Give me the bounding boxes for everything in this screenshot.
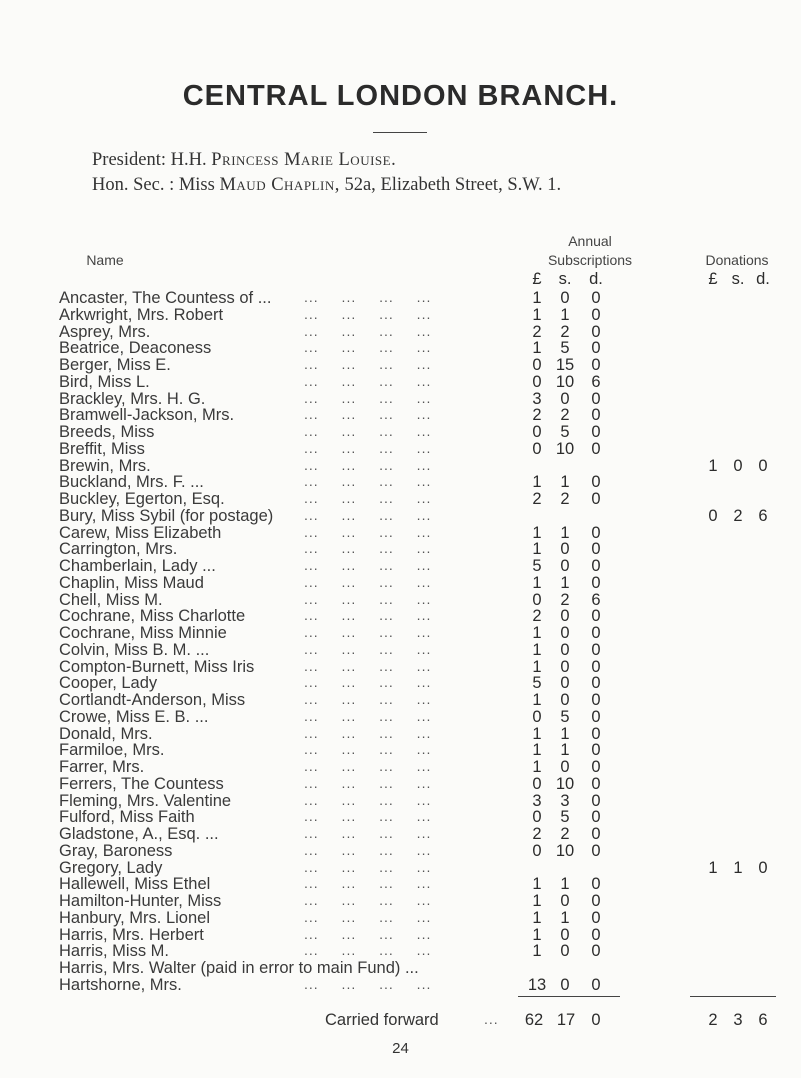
subs-total-rule	[518, 996, 620, 997]
sub-pounds: 1	[532, 691, 542, 709]
row-leader-dots: ... ... ... ...	[304, 423, 432, 439]
sub-pounds: 2	[532, 406, 542, 425]
sub-pence: 0	[591, 774, 601, 793]
row-name: Breffit, Miss	[59, 439, 145, 458]
row-name: Hanbury, Mrs. Lionel	[59, 908, 211, 927]
page-title: CENTRAL LONDON BRANCH.	[182, 80, 619, 112]
row-name: Hallewell, Miss Ethel	[59, 875, 211, 894]
row-leader-dots: ... ... ... ...	[304, 674, 432, 691]
row-leader-dots: ... ... ... ...	[304, 607, 432, 624]
don-shilling-unit: s.	[731, 270, 745, 288]
row-name: Harris, Mrs. Walter (paid in error to main Fund) ...	[59, 959, 419, 977]
row-leader-dots: ... ... ... ...	[304, 691, 432, 707]
sub-pounds: 1	[532, 339, 542, 358]
row-name: Gladstone, A., Esq. ...	[59, 825, 219, 843]
sub-pence: 0	[591, 423, 601, 441]
sub-pence: 0	[591, 707, 601, 726]
sub-shillings: 1	[560, 473, 570, 492]
row-leader-dots: ... ... ... ...	[304, 523, 432, 540]
sub-shillings: 0	[560, 942, 570, 961]
sub-pence: 0	[591, 624, 601, 642]
secretary-address: Elizabeth Street, S.W. 1.	[380, 175, 562, 195]
row-name: Breeds, Miss	[59, 423, 155, 441]
sub-shillings: 2	[560, 825, 570, 843]
sub-shillings: 5	[560, 707, 570, 726]
row-leader-dots: ... ... ... ...	[304, 356, 432, 372]
president-label: President:	[92, 150, 166, 170]
carried-don-pence: 6	[758, 1011, 768, 1029]
sub-pence: 0	[591, 607, 601, 626]
sub-pence: 0	[591, 439, 601, 458]
sub-shillings: 0	[560, 975, 570, 994]
row-name: Cooper, Lady	[59, 674, 158, 693]
sub-pence: 0	[591, 557, 601, 575]
row-leader-dots: ... ... ... ...	[304, 624, 432, 640]
don-pence: 0	[758, 456, 768, 475]
sub-shillings: 5	[560, 339, 570, 358]
row-leader-dots: ... ... ... ...	[304, 942, 432, 959]
sub-pence: 0	[591, 892, 601, 910]
row-leader-dots: ... ... ... ...	[304, 339, 432, 356]
sub-pounds: 1	[532, 624, 542, 642]
row-name: Beatrice, Deaconess	[59, 339, 212, 358]
sub-shillings: 1	[560, 741, 570, 760]
row-leader-dots: ... ... ... ...	[304, 657, 432, 674]
sub-shillings: 0	[560, 674, 570, 693]
sub-pence: 0	[591, 791, 601, 810]
sub-shillings: 2	[560, 406, 570, 425]
sub-shillings: 10	[555, 841, 575, 860]
row-leader-dots: ... ... ... ...	[304, 707, 432, 724]
president-name: Princess Marie Louise.	[211, 150, 397, 170]
row-leader-dots: ... ... ... ...	[304, 925, 432, 942]
subs-shilling-unit: s.	[558, 270, 572, 288]
sub-pounds: 5	[532, 674, 542, 693]
row-name: Chaplin, Miss Maud	[59, 573, 204, 592]
row-leader-dots: ... ... ... ...	[304, 791, 432, 808]
sub-pence: 0	[591, 825, 601, 843]
header-subs-line1: Annual	[568, 233, 612, 249]
sub-pence: 0	[591, 389, 601, 408]
row-name: Ancaster, The Countess of ...	[59, 289, 272, 307]
row-name: Crowe, Miss E. B. ...	[59, 707, 209, 726]
sub-pounds: 1	[532, 540, 542, 559]
sub-shillings: 0	[560, 557, 570, 575]
row-leader-dots: ... ... ... ...	[304, 289, 432, 305]
row-name: Bird, Miss L.	[59, 372, 150, 391]
sub-pence: 0	[591, 289, 601, 307]
row-name: Berger, Miss E.	[59, 356, 171, 374]
row-name: Donald, Mrs.	[59, 724, 153, 743]
row-name: Ferrers, The Countess	[59, 774, 224, 793]
row-leader-dots: ... ... ... ...	[304, 456, 432, 473]
subs-pence-unit: d.	[589, 270, 603, 288]
header-subs-line2: Subscriptions	[547, 252, 633, 268]
sub-pence: 0	[591, 305, 601, 324]
row-name: Cortlandt-Anderson, Miss	[59, 691, 246, 709]
row-name: Carew, Miss Elizabeth	[59, 523, 222, 542]
sub-pence: 0	[591, 356, 601, 374]
president-line	[92, 150, 396, 171]
sub-shillings: 1	[560, 573, 570, 592]
row-leader-dots: ... ... ... ...	[304, 875, 432, 892]
sub-pence: 0	[591, 473, 601, 492]
sub-shillings: 3	[560, 791, 570, 810]
sub-pounds: 2	[532, 825, 542, 843]
secretary-address-num: 52a,	[344, 175, 376, 195]
carried-sub-shillings: 17	[556, 1011, 576, 1029]
sub-shillings: 0	[560, 892, 570, 910]
row-name: Farmiloe, Mrs.	[59, 741, 165, 760]
row-leader-dots: ... ... ... ...	[304, 774, 432, 791]
carried-forward-label: Carried forward	[325, 1011, 439, 1029]
don-pounds: 1	[708, 858, 718, 877]
carried-don-shillings: 3	[733, 1011, 743, 1029]
row-leader-dots: ... ... ... ...	[304, 473, 432, 490]
secretary-name: Maud Chaplin,	[219, 175, 340, 195]
sub-shillings: 0	[560, 925, 570, 944]
row-name: Bury, Miss Sybil (for postage)	[59, 506, 274, 525]
sub-shillings: 0	[560, 624, 570, 642]
don-pounds: 1	[708, 456, 718, 475]
sub-shillings: 0	[560, 540, 570, 559]
row-name: Farrer, Mrs.	[59, 758, 145, 776]
don-shillings: 0	[733, 456, 743, 475]
carried-sub-pounds: 62	[524, 1011, 544, 1029]
row-leader-dots: ... ... ... ...	[304, 975, 432, 992]
sub-pounds: 1	[532, 925, 542, 944]
don-shillings: 1	[733, 858, 743, 877]
header-name: Name	[86, 252, 124, 268]
sub-pence: 0	[591, 942, 601, 961]
sub-pence: 0	[591, 339, 601, 358]
row-leader-dots: ... ... ... ...	[304, 758, 432, 774]
secretary-line	[92, 175, 561, 196]
sub-shillings: 1	[560, 724, 570, 743]
don-pence: 0	[758, 858, 768, 877]
sub-pounds: 1	[532, 758, 542, 776]
sub-shillings: 2	[560, 322, 570, 341]
sub-pounds: 1	[532, 892, 542, 910]
sub-pounds: 2	[532, 490, 542, 508]
sub-pounds: 0	[532, 590, 542, 609]
sub-pounds: 0	[532, 423, 542, 441]
sub-pounds: 1	[532, 573, 542, 592]
don-shillings: 2	[733, 506, 743, 525]
row-name: Hamilton-Hunter, Miss	[59, 892, 222, 910]
sub-pounds: 1	[532, 657, 542, 676]
sub-shillings: 10	[555, 774, 575, 793]
sub-pence: 0	[591, 841, 601, 860]
row-name: Cochrane, Miss Charlotte	[59, 607, 246, 626]
row-name: Buckland, Mrs. F. ...	[59, 473, 204, 492]
row-name: Harris, Miss M.	[59, 942, 169, 961]
sub-pounds: 0	[532, 356, 542, 374]
sub-pence: 0	[591, 758, 601, 776]
row-name: Gregory, Lady	[59, 858, 163, 877]
row-leader-dots: ... ... ... ...	[304, 825, 432, 841]
sub-shillings: 5	[560, 423, 570, 441]
row-leader-dots: ... ... ... ...	[304, 557, 432, 573]
don-pence-unit: d.	[756, 270, 770, 288]
sub-shillings: 0	[560, 640, 570, 659]
row-name: Chell, Miss M.	[59, 590, 163, 609]
row-name: Brackley, Mrs. H. G.	[59, 389, 206, 408]
row-name: Buckley, Egerton, Esq.	[59, 490, 225, 508]
sub-shillings: 0	[560, 758, 570, 776]
sub-pounds: 0	[532, 808, 542, 827]
sub-shillings: 1	[560, 875, 570, 894]
sub-pounds: 5	[532, 557, 542, 575]
row-leader-dots: ... ... ... ...	[304, 908, 432, 925]
row-name: Colvin, Miss B. M. ...	[59, 640, 210, 659]
row-name: Gray, Baroness	[59, 841, 173, 860]
row-leader-dots: ... ... ... ...	[304, 841, 432, 858]
sub-pounds: 2	[532, 607, 542, 626]
row-leader-dots: ... ... ... ...	[304, 808, 432, 825]
row-leader-dots: ... ... ... ...	[304, 741, 432, 758]
sub-pounds: 1	[532, 875, 542, 894]
don-pound-unit: £	[708, 270, 718, 288]
sub-pounds: 0	[532, 439, 542, 458]
sub-shillings: 1	[560, 908, 570, 927]
sub-shillings: 1	[560, 305, 570, 324]
sub-shillings: 10	[555, 372, 575, 391]
row-leader-dots: ... ... ... ...	[304, 590, 432, 607]
sub-shillings: 5	[560, 808, 570, 827]
sub-pounds: 0	[532, 372, 542, 391]
sub-pounds: 1	[532, 523, 542, 542]
carried-don-pounds: 2	[708, 1011, 718, 1029]
sub-pence: 6	[591, 590, 601, 609]
sub-pence: 6	[591, 372, 601, 391]
table-row	[0, 976, 801, 997]
row-name: Arkwright, Mrs. Robert	[59, 305, 224, 324]
don-pounds: 0	[708, 506, 718, 525]
row-leader-dots: ... ... ... ...	[304, 506, 432, 523]
sub-pence: 0	[591, 640, 601, 659]
sub-pence: 0	[591, 406, 601, 425]
row-leader-dots: ... ... ... ...	[304, 439, 432, 456]
sub-pence: 0	[591, 691, 601, 709]
sub-shillings: 0	[560, 389, 570, 408]
sub-pounds: 1	[532, 473, 542, 492]
sub-pence: 0	[591, 908, 601, 927]
sub-shillings: 0	[560, 657, 570, 676]
row-name: Cochrane, Miss Minnie	[59, 624, 227, 642]
row-name: Bramwell-Jackson, Mrs.	[59, 406, 235, 425]
sub-pence: 0	[591, 925, 601, 944]
sub-pounds: 1	[532, 908, 542, 927]
row-leader-dots: ... ... ... ...	[304, 406, 432, 423]
sub-shillings: 10	[555, 439, 575, 458]
sub-shillings: 1	[560, 523, 570, 542]
row-name: Fleming, Mrs. Valentine	[59, 791, 232, 810]
row-leader-dots: ... ... ... ...	[304, 640, 432, 657]
sub-pence: 0	[591, 875, 601, 894]
sub-pence: 0	[591, 657, 601, 676]
sub-pence: 0	[591, 490, 601, 508]
sub-pounds: 1	[532, 942, 542, 961]
don-pence: 6	[758, 506, 768, 525]
sub-shillings: 0	[560, 289, 570, 307]
row-name: Compton-Burnett, Miss Iris	[59, 657, 255, 676]
row-name: Asprey, Mrs.	[59, 322, 151, 341]
title-underline	[373, 132, 427, 133]
sub-pounds: 0	[532, 774, 542, 793]
sub-pence: 0	[591, 808, 601, 827]
sub-shillings: 0	[560, 691, 570, 709]
row-leader-dots: ... ... ... ...	[304, 573, 432, 590]
row-name: Hartshorne, Mrs.	[59, 975, 182, 994]
page-number: 24	[392, 1040, 409, 1057]
sub-pounds: 3	[532, 389, 542, 408]
row-leader-dots: ... ... ... ...	[304, 724, 432, 741]
row-name: Carrington, Mrs.	[59, 540, 178, 559]
don-total-rule	[690, 996, 776, 997]
sub-pounds: 1	[532, 305, 542, 324]
sub-shillings: 15	[555, 356, 575, 374]
row-leader-dots: ... ... ... ...	[304, 372, 432, 389]
sub-pounds: 13	[527, 975, 547, 994]
row-leader-dots: ... ... ... ...	[304, 490, 432, 506]
header-donations: Donations	[705, 252, 769, 268]
sub-pounds: 1	[532, 640, 542, 659]
president-prefix: H.H.	[170, 150, 207, 170]
carried-forward-row	[0, 1011, 801, 1032]
carried-forward-dots: ...	[484, 1011, 499, 1027]
sub-shillings: 2	[560, 590, 570, 609]
carried-sub-pence: 0	[591, 1011, 601, 1029]
sub-shillings: 0	[560, 607, 570, 626]
subs-pound-unit: £	[532, 270, 542, 288]
sub-pence: 0	[591, 322, 601, 341]
sub-shillings: 2	[560, 490, 570, 508]
sub-pence: 0	[591, 674, 601, 693]
sub-pence: 0	[591, 724, 601, 743]
row-name: Fulford, Miss Faith	[59, 808, 195, 827]
sub-pence: 0	[591, 975, 601, 994]
row-leader-dots: ... ... ... ...	[304, 858, 432, 875]
sub-pounds: 3	[532, 791, 542, 810]
secretary-prefix: Miss	[178, 175, 215, 195]
sub-pounds: 1	[532, 289, 542, 307]
sub-pounds: 1	[532, 741, 542, 760]
row-leader-dots: ... ... ... ...	[304, 322, 432, 339]
row-leader-dots: ... ... ... ...	[304, 540, 432, 557]
sub-pounds: 2	[532, 322, 542, 341]
row-name: Brewin, Mrs.	[59, 456, 151, 475]
sub-pence: 0	[591, 540, 601, 559]
sub-pounds: 1	[532, 724, 542, 743]
sub-pence: 0	[591, 741, 601, 760]
row-name: Chamberlain, Lady ...	[59, 557, 216, 575]
secretary-label: Hon. Sec. :	[92, 175, 175, 195]
row-name: Harris, Mrs. Herbert	[59, 925, 204, 944]
row-leader-dots: ... ... ... ...	[304, 389, 432, 406]
row-leader-dots: ... ... ... ...	[304, 305, 432, 322]
row-leader-dots: ... ... ... ...	[304, 892, 432, 908]
sub-pence: 0	[591, 523, 601, 542]
sub-pence: 0	[591, 573, 601, 592]
sub-pounds: 0	[532, 707, 542, 726]
sub-pounds: 0	[532, 841, 542, 860]
